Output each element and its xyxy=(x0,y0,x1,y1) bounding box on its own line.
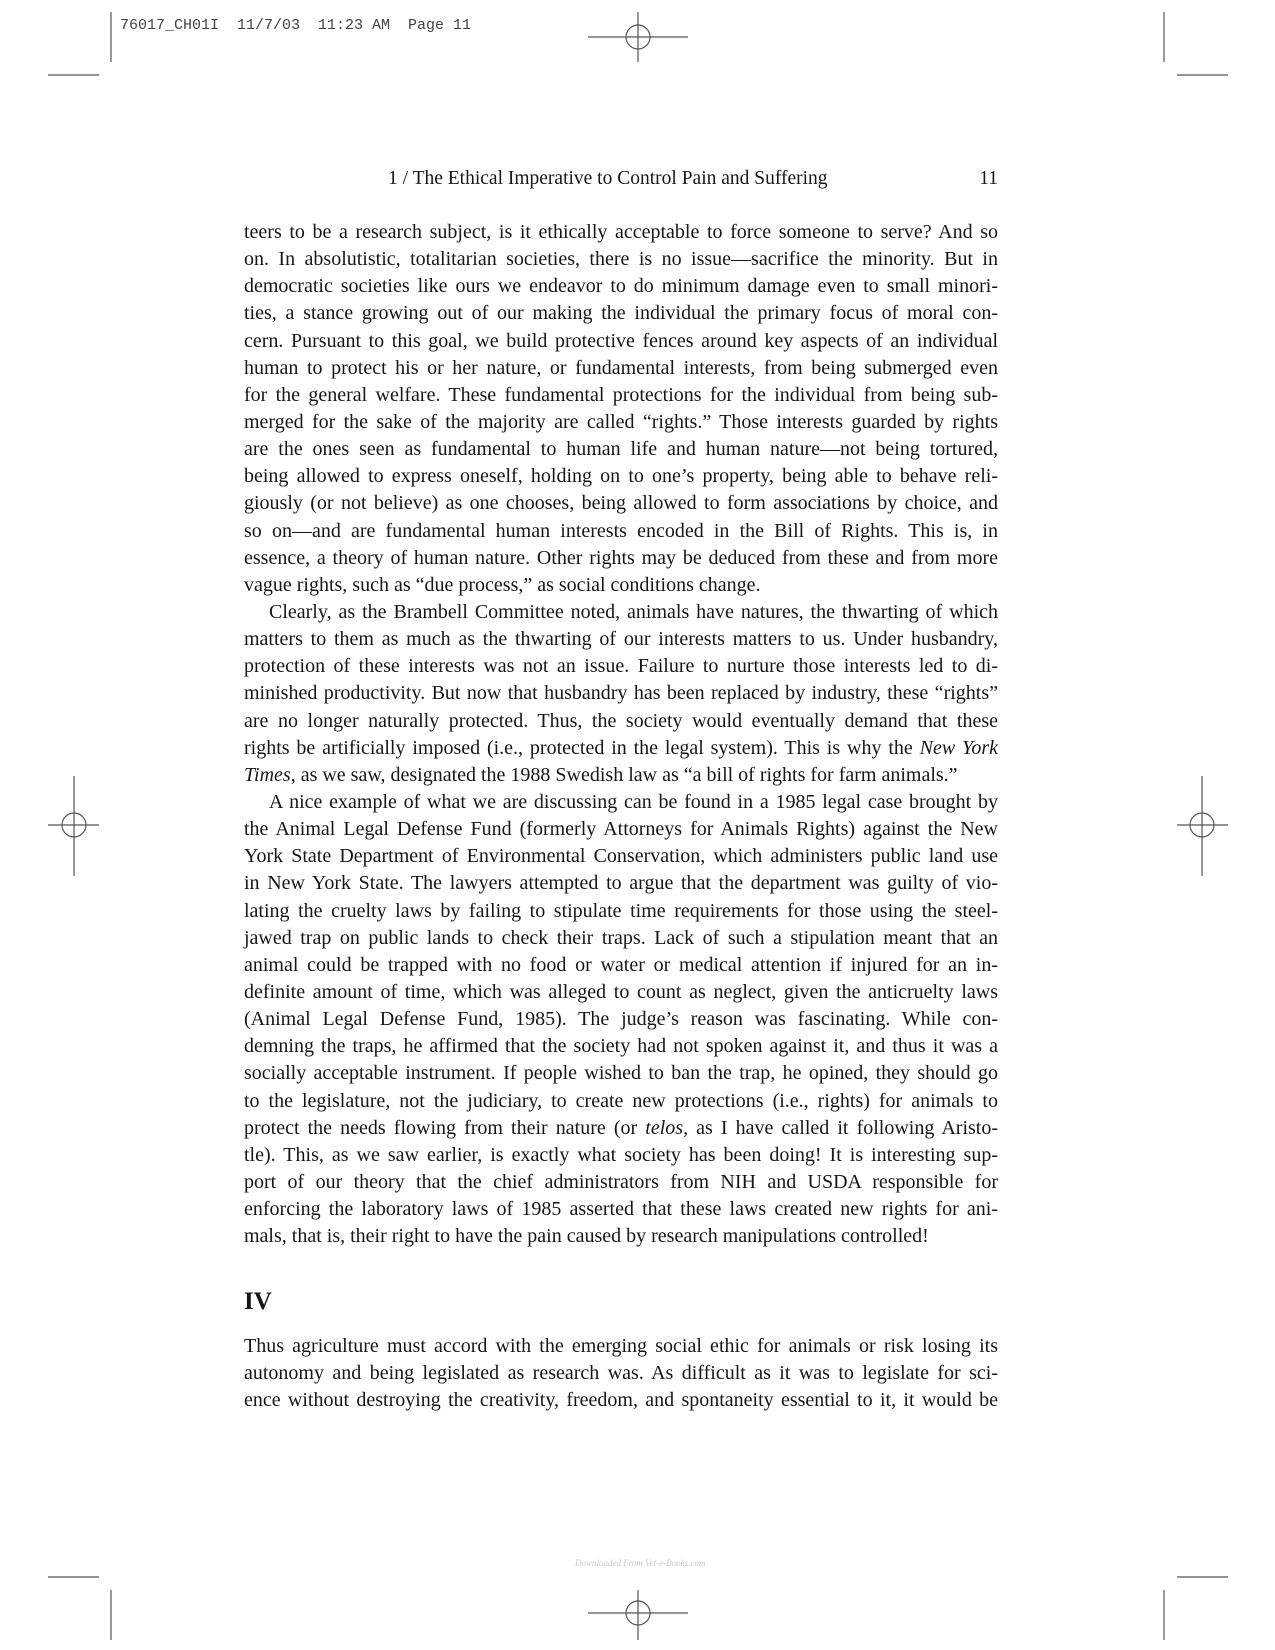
page-number: 11 xyxy=(979,168,998,189)
body-line: York State Department of Environmental Conservation, which administers public land use xyxy=(244,845,998,868)
body-line: being allowed to express oneself, holding on to one’s property, being able to behave reli- xyxy=(244,465,998,488)
body-line: mals, that is, their right to have the pain caused by research manipulations controlled! xyxy=(244,1225,929,1248)
body-line: merged for the sake of the majority are called “rights.” Those interests guarded by rights xyxy=(244,410,998,433)
body-line: demning the traps, he affirmed that the society had not spoken against it, and thus it was a xyxy=(244,1035,998,1058)
body-line: giously (or not believe) as one chooses, being allowed to form associations by choice, and xyxy=(244,492,998,515)
body-line: Thus agriculture must accord with the emerging social ethic for animals or risk losing its xyxy=(244,1335,998,1357)
body-line: so on—and are fundamental human interests encoded in the Bill of Rights. This is, in xyxy=(244,519,998,542)
body-line: lating the cruelty laws by failing to stipulate time requirements for those using the steel- xyxy=(244,899,998,922)
body-line: on. In absolutistic, totalitarian societies, there is no issue—sacrifice the minority. But in xyxy=(244,248,998,271)
printer-slug-line: 76017_CH01I 11/7/03 11:23 AM Page 11 xyxy=(120,17,472,34)
body-line: vague rights, such as “due process,” as social conditions change. xyxy=(244,573,761,596)
body-line: to the legislature, not the judiciary, to create new protections (i.e., rights) for animals to xyxy=(244,1089,998,1112)
body-line: human to protect his or her nature, or fundamental interests, from being submerged even xyxy=(244,356,998,379)
running-head-title: 1 / The Ethical Imperative to Control Pain and Suffering xyxy=(388,168,828,189)
telos-italic: telos xyxy=(645,1116,684,1139)
newspaper-name-italic: New York xyxy=(919,736,998,759)
body-line: matters to them as much as the thwarting of our interests matters to us. Under husbandry, xyxy=(244,628,998,651)
line-text: protect the needs flowing from their nature (or xyxy=(244,1116,646,1139)
body-line: socially acceptable instrument. If people wished to ban the trap, he opined, they should go xyxy=(244,1062,998,1085)
body-line: are the ones seen as fundamental to human life and human nature—not being tortured, xyxy=(244,438,998,461)
line-text: , as we saw, designated the 1988 Swedish law as “a bill of rights for farm animals.” xyxy=(290,763,958,786)
body-line: protection of these interests was not an issue. Failure to nurture those interests led to di- xyxy=(244,655,998,678)
body-line: jawed trap on public lands to check their traps. Lack of such a stipulation meant that an xyxy=(244,926,998,949)
body-line: tle). This, as we saw earlier, is exactly what society has been doing! It is interesting sup- xyxy=(244,1143,998,1166)
body-line: the Animal Legal Defense Fund (formerly Attorneys for Animals Rights) against the New xyxy=(244,818,998,841)
body-line: port of our theory that the chief administrators from NIH and USDA responsible for xyxy=(244,1170,998,1193)
body-line: cern. Pursuant to this goal, we build protective fences around key aspects of an individual xyxy=(244,329,998,352)
body-line: for the general welfare. These fundamental protections for the individual from being sub- xyxy=(244,383,998,406)
section-heading: IV xyxy=(244,1288,272,1315)
body-line: (Animal Legal Defense Fund, 1985). The judge’s reason was fascinating. While con- xyxy=(244,1008,998,1031)
body-line-mixed xyxy=(244,735,998,762)
line-text: , as I have called it following Aristo- xyxy=(683,1116,998,1139)
running-head xyxy=(244,168,998,194)
body-line-mixed xyxy=(244,762,998,789)
body-line: animal could be trapped with no food or water or medical attention if injured for an in- xyxy=(244,953,998,976)
paragraph-start-line: A nice example of what we are discussing can be found in a 1985 legal case brought by xyxy=(269,790,998,813)
body-line: autonomy and being legislated as research was. As difficult as it was to legislate for sci- xyxy=(244,1362,998,1385)
body-line: are no longer naturally protected. Thus, the society would eventually demand that these xyxy=(244,709,998,732)
body-line: teers to be a research subject, is it ethically acceptable to force someone to serve? And so xyxy=(244,221,998,243)
paragraph-start-line: Clearly, as the Brambell Committee noted, animals have natures, the thwarting of which xyxy=(269,600,998,623)
body-line: in New York State. The lawyers attempted to argue that the department was guilty of vio- xyxy=(244,872,998,895)
body-line: democratic societies like ours we endeavor to do minimum damage even to small minori- xyxy=(244,275,998,298)
newspaper-name-italic: Times xyxy=(244,763,291,786)
body-line: minished productivity. But now that husbandry has been replaced by industry, these “rights” xyxy=(244,682,998,705)
body-line: enforcing the laboratory laws of 1985 asserted that these laws created new rights for ani- xyxy=(244,1198,998,1221)
body-line: definite amount of time, which was alleged to count as neglect, given the anticruelty laws xyxy=(244,980,998,1003)
body-text xyxy=(244,219,998,1250)
download-watermark: Downloaded From Vet-e-Books.com xyxy=(575,1558,706,1568)
body-line: ence without destroying the creativity, freedom, and spontaneity essential to it, it would be xyxy=(244,1389,998,1412)
body-line: essence, a theory of human nature. Other rights may be deduced from these and from more xyxy=(244,546,998,569)
body-line: ties, a stance growing out of our making the individual the primary focus of moral con- xyxy=(244,302,998,325)
section-body-text xyxy=(244,1333,998,1414)
body-line-mixed xyxy=(244,1115,998,1142)
line-text: rights be artificially imposed (i.e., protected in the legal system). This is why the xyxy=(244,736,920,759)
